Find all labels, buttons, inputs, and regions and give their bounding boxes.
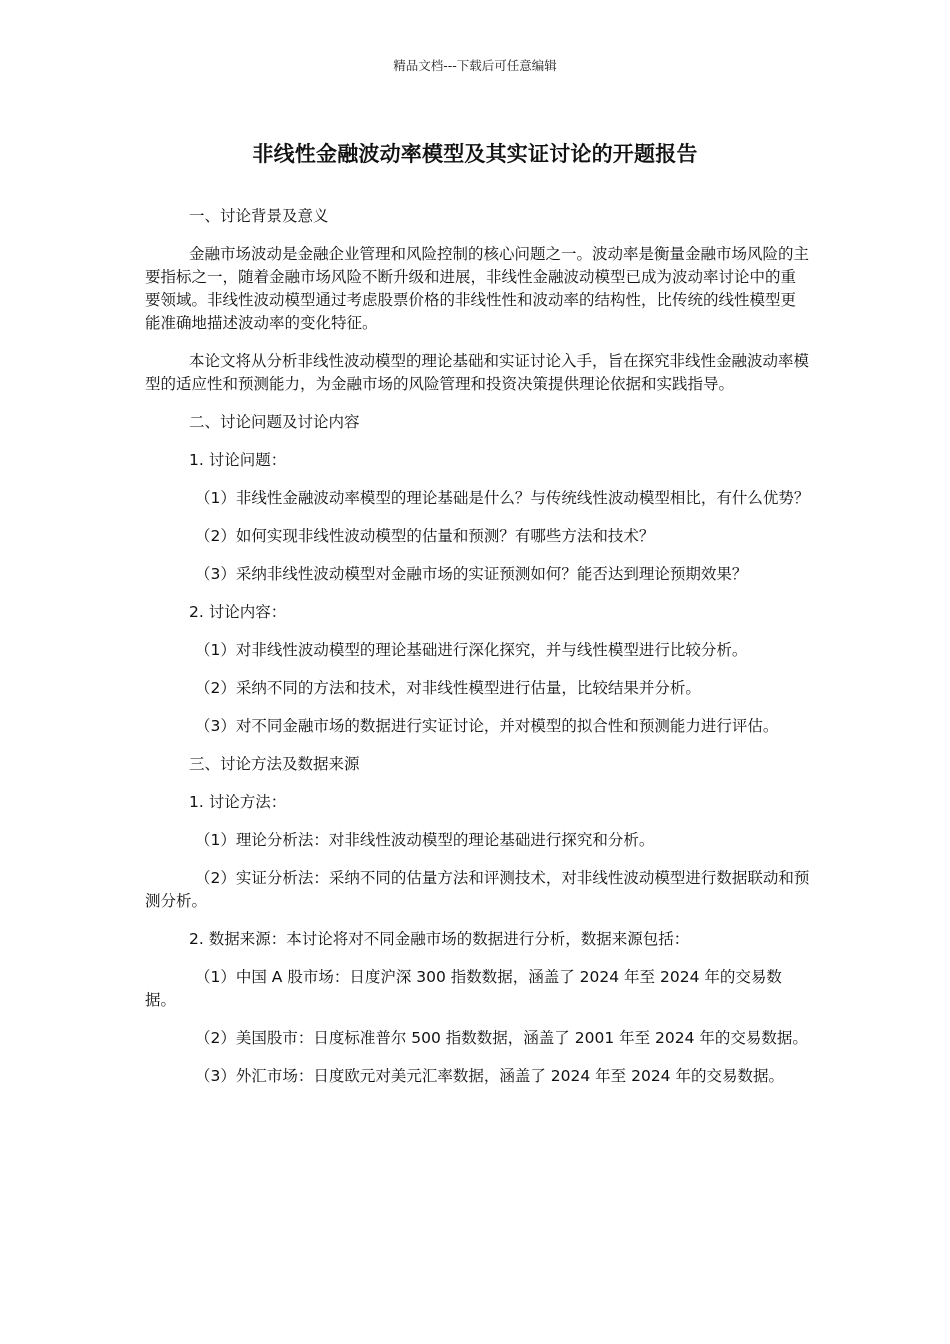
section-2-sub-2-item-1: （1）对非线性波动模型的理论基础进行深化探究，并与线性模型进行比较分析。 [195,641,748,659]
section-3-sub-1-label: 1. 讨论方法： [189,793,287,811]
section-3-sub-2-item-3: （3）外汇市场：日度欧元对美元汇率数据，涵盖了 2024 年至 2024 年的交易数据。 [195,1067,784,1085]
document-title: 非线性金融波动率模型及其实证讨论的开题报告 [252,142,698,166]
section-3-sub-1-item-2: （2）实证分析法：采纳不同的估量方法和评测技术，对非线性波动模型进行数据联动和预测分析。 [145,869,810,910]
section-1-paragraph-2: 本论文将从分析非线性波动模型的理论基础和实证讨论入手，旨在探究非线性金融波动率模型的适应性和预测能力，为金融市场的风险管理和投资决策提供理论依据和实践指导。 [145,352,810,393]
section-2-heading: 二、讨论问题及讨论内容 [189,413,360,431]
section-2-sub-1-item-3: （3）采纳非线性波动模型对金融市场的实证预测如何？能否达到理论预期效果？ [195,565,748,583]
section-2-sub-1-item-1: （1）非线性金融波动率模型的理论基础是什么？与传统线性波动模型相比，有什么优势？ [195,489,810,507]
page-header-note: 精品文档---下载后可任意编辑 [393,58,557,73]
section-2-sub-2-item-2: （2）采纳不同的方法和技术，对非线性模型进行估量，比较结果并分析。 [195,679,701,697]
section-2-sub-1-label: 1. 讨论问题： [189,451,287,469]
section-3-sub-1-item-1: （1）理论分析法：对非线性波动模型的理论基础进行探究和分析。 [195,831,655,849]
section-3-heading: 三、讨论方法及数据来源 [189,755,360,773]
section-2-sub-1-item-2: （2）如何实现非线性波动模型的估量和预测？有哪些方法和技术？ [195,527,655,545]
section-2-sub-2-label: 2. 讨论内容： [189,603,287,621]
document-body [145,205,810,1103]
section-1-heading: 一、讨论背景及意义 [189,207,329,225]
section-3-sub-2-item-1: （1）中国 A 股市场：日度沪深 300 指数数据，涵盖了 2024 年至 2024 年的交易数据。 [145,968,782,1009]
section-1-paragraph-1: 金融市场波动是金融企业管理和风险控制的核心问题之一。波动率是衡量金融市场风险的主要指标之一，随着金融市场风险不断升级和进展，非线性金融波动模型已成为波动率讨论中的重要领域。非线性波动模型通过考虑股票价格的非线性性和波动率的结构性，比传统的线性模型更能准确地描述波动率的变化特征。 [145,245,810,332]
section-3-sub-2-item-2: （2）美国股市：日度标准普尔 500 指数数据，涵盖了 2001 年至 2024 年的交易数据。 [195,1029,808,1047]
section-2-sub-2-item-3: （3）对不同金融市场的数据进行实证讨论，并对模型的拟合性和预测能力进行评估。 [195,717,779,735]
section-3-sub-2-label: 2. 数据来源：本讨论将对不同金融市场的数据进行分析，数据来源包括： [189,930,690,948]
